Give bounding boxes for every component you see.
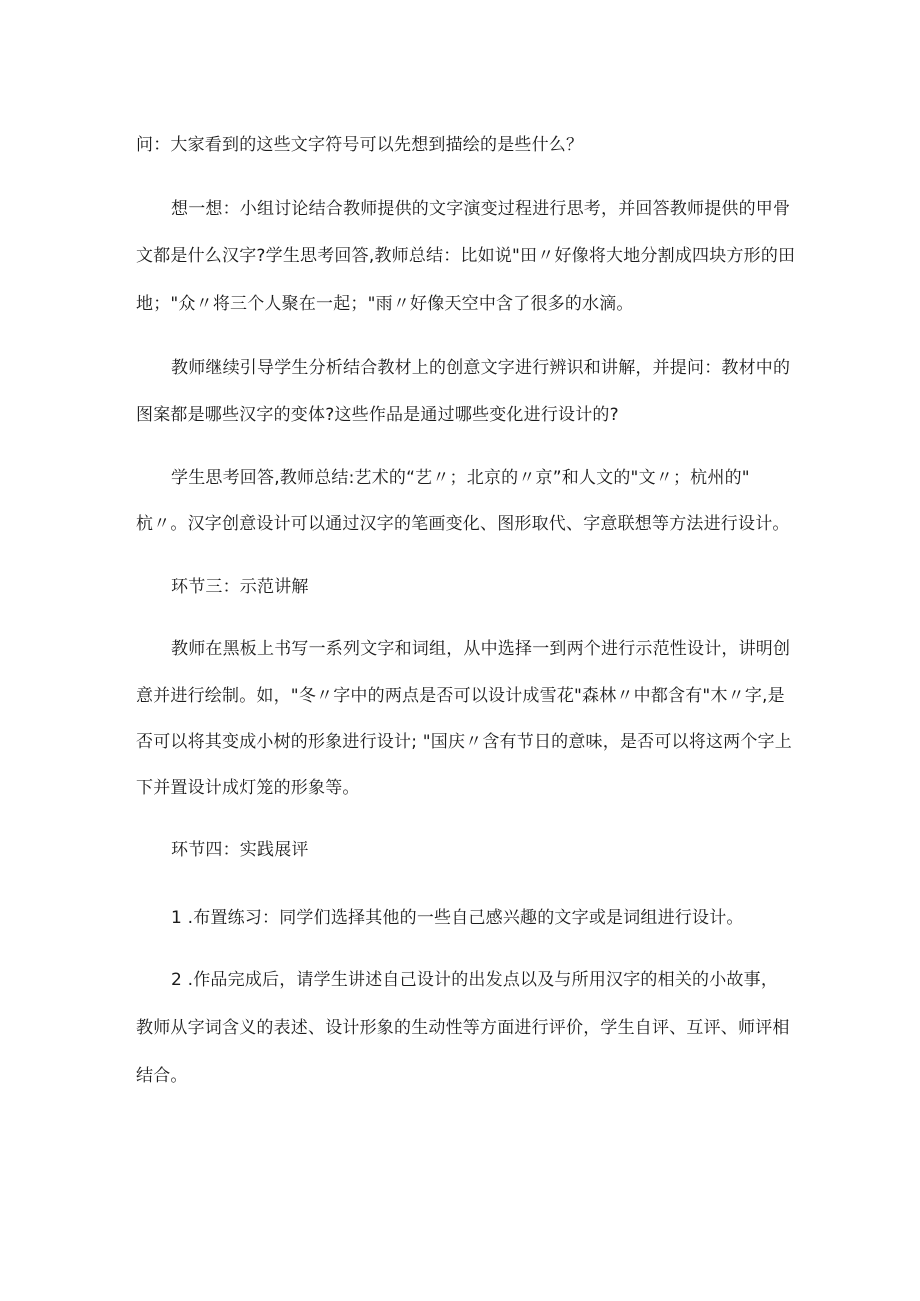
paragraph-line: 下并置设计成灯笼的形象等。 xyxy=(136,778,360,798)
list-item: 1 .布置练习：同学们选择其他的一些自己感兴趣的文字或是词组进行设计。 xyxy=(171,908,744,928)
paragraph-line: 教师在黑板上书写一系列文字和词组，从中选择一到两个进行示范性设计，讲明创 xyxy=(171,639,791,659)
paragraph-line: 学生思考回答,教师总结:艺术的“艺〃；北京的〃京”和人文的"文〃；杭州的" xyxy=(171,468,750,488)
list-item: 2 .作品完成后，请学生讲述自己设计的出发点以及与所用汉字的相关的小故事， xyxy=(171,970,779,990)
paragraph-line: 意并进行绘制。如，"冬〃字中的两点是否可以设计成雪花"森林〃中都含有"木〃字,是 xyxy=(136,686,785,706)
paragraph-line: 教师继续引导学生分析结合教材上的创意文字进行辨识和讲解，并提问：教材中的 xyxy=(171,358,791,378)
question-line: 问：大家看到的这些文字符号可以先想到描绘的是些什么？ xyxy=(136,135,584,155)
paragraph-line: 教师从字词含义的表述、设计形象的生动性等方面进行评价，学生自评、互评、师评相 xyxy=(136,1018,790,1038)
paragraph-line: 杭〃。汉字创意设计可以通过汉字的笔画变化、图形取代、字意联想等方法进行设计。 xyxy=(136,514,790,534)
paragraph-line: 文都是什么汉字?学生思考回答,教师总结：比如说"田〃好像将大地分割成四块方形的田 xyxy=(136,246,796,266)
paragraph-line: 想一想：小组讨论结合教师提供的文字演变过程进行思考，并回答教师提供的甲骨 xyxy=(171,199,791,219)
section-heading-3: 环节三：示范讲解 xyxy=(171,577,309,597)
paragraph-line: 否可以将其变成小树的形象进行设计; "国庆〃含有节日的意味，是否可以将这两个字上 xyxy=(136,732,792,752)
paragraph-line: 图案都是哪些汉字的变体?这些作品是通过哪些变化进行设计的? xyxy=(136,405,619,425)
paragraph-line: 地；"众〃将三个人聚在一起；"雨〃好像天空中含了很多的水滴。 xyxy=(136,294,634,314)
paragraph-line: 结合。 xyxy=(136,1066,188,1086)
section-heading-4: 环节四：实践展评 xyxy=(171,840,309,860)
